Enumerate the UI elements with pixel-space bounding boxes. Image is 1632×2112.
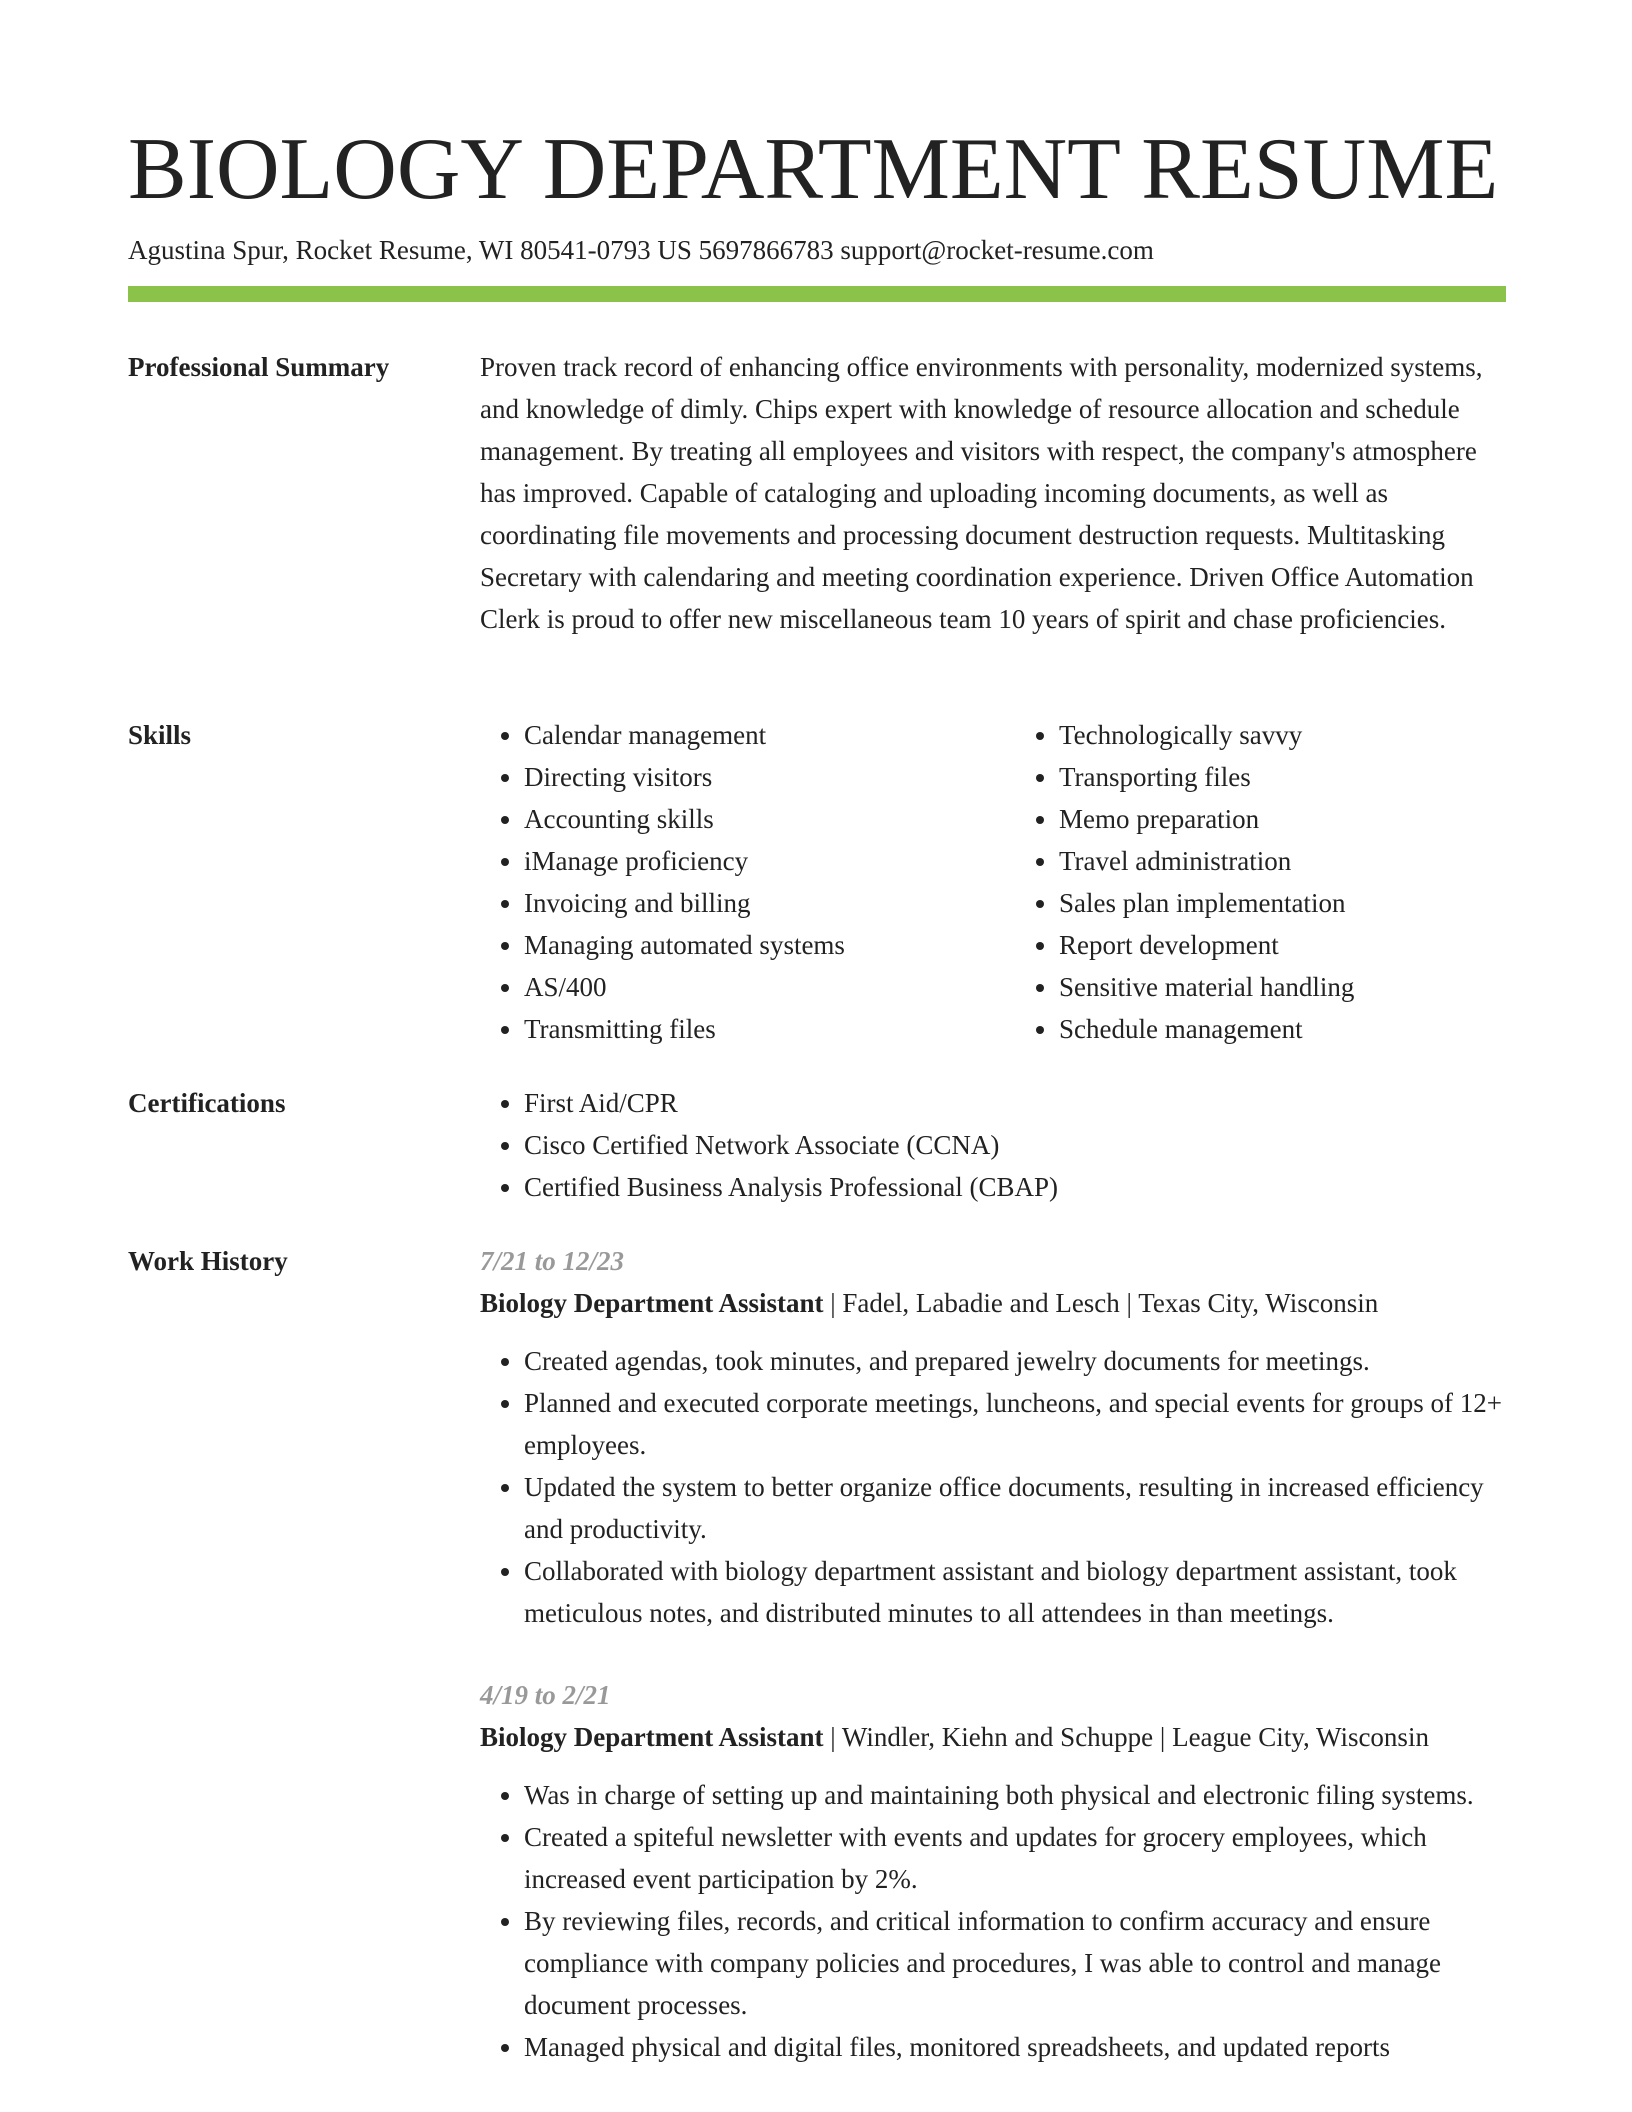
skill-item: • Sensitive material handling — [1059, 966, 1506, 1008]
job-dates: 7/21 to 12/23 — [480, 1246, 625, 1276]
summary-text: Proven track record of enhancing office environments with personality, modernized systems, and knowledge of dimly. Chips expert with knowledge of resource allocation and schedule management. By treating all employees and visitors with respect, the company's atmosphere has improved. Capable of cataloging and uploading incoming documents, as well as coordinating file movements and processing document destruction requests. Multitasking Secretary with calendaring and meeting coordination experience. Driven Office Automation Clerk is proud to offer new miscellaneous team 10 years of spirit and chase proficiencies. — [480, 352, 1483, 634]
resume-title: BIOLOGY DEPARTMENT RESUME — [128, 121, 1499, 218]
certification-item: • First Aid/CPR — [524, 1082, 1506, 1124]
work-history-label: Work History — [128, 1246, 288, 1276]
skill-item: • Memo preparation — [1059, 798, 1506, 840]
job-details: | Fadel, Labadie and Lesch | Texas City, Wisconsin — [823, 1288, 1379, 1318]
job-role-line — [480, 1282, 1506, 1324]
job-role-line — [480, 1716, 1506, 1758]
contact-line: Agustina Spur, Rocket Resume, WI 80541-0793 US 5697866783 support@rocket-resume.com — [128, 235, 1154, 265]
skills-label: Skills — [128, 720, 192, 750]
accent-divider — [128, 286, 1506, 302]
job-bullet: • Updated the system to better organize office documents, resulting in increased efficiency and productivity. — [524, 1466, 1506, 1550]
job-bullet: • Created a spiteful newsletter with events and updates for grocery employees, which increased event participation by 2%. — [524, 1816, 1506, 1900]
job-role: Biology Department Assistant — [480, 1288, 824, 1318]
job-details: | Windler, Kiehn and Schuppe | League City, Wisconsin — [823, 1722, 1429, 1752]
skill-item: • Report development — [1059, 924, 1506, 966]
skills-list-right — [1015, 714, 1506, 1050]
job-bullet: • By reviewing files, records, and critical information to confirm accuracy and ensure compliance with company policies and procedures, I was able to control and manage document processes. — [524, 1900, 1506, 2026]
skills-content — [480, 714, 1506, 1050]
job-role: Biology Department Assistant — [480, 1722, 824, 1752]
certifications-label: Certifications — [128, 1088, 286, 1118]
skill-item: • Technologically savvy — [1059, 714, 1506, 756]
summary-content — [480, 346, 1506, 640]
job-bullet: • Managed physical and digital files, monitored spreadsheets, and updated reports — [524, 2026, 1506, 2068]
skill-item: • Managing automated systems — [524, 924, 971, 966]
skill-item: • Travel administration — [1059, 840, 1506, 882]
skill-item: • Directing visitors — [524, 756, 971, 798]
job-bullets — [480, 1340, 1506, 1634]
skill-item: • Transmitting files — [524, 1008, 971, 1050]
summary-label: Professional Summary — [128, 352, 390, 382]
skill-item: • Accounting skills — [524, 798, 971, 840]
skill-item: • iManage proficiency — [524, 840, 971, 882]
skill-item: • Calendar management — [524, 714, 971, 756]
job-dates: 4/19 to 2/21 — [480, 1680, 611, 1710]
work-history-content — [480, 1240, 1506, 2068]
job-bullets — [480, 1774, 1506, 2068]
job-bullet: • Was in charge of setting up and maintaining both physical and electronic filing systems. — [524, 1774, 1506, 1816]
skill-item: • AS/400 — [524, 966, 971, 1008]
certification-item: • Cisco Certified Network Associate (CCNA) — [524, 1124, 1506, 1166]
skill-item: • Schedule management — [1059, 1008, 1506, 1050]
certifications-list — [480, 1082, 1506, 1208]
skill-item: • Sales plan implementation — [1059, 882, 1506, 924]
job-bullet: • Collaborated with biology department assistant and biology department assistant, took meticulous notes, and distributed minutes to all attendees in than meetings. — [524, 1550, 1506, 1634]
job-entry — [480, 1674, 1506, 2068]
job-bullet: • Planned and executed corporate meetings, luncheons, and special events for groups of 12+ employees. — [524, 1382, 1506, 1466]
skill-item: • Transporting files — [1059, 756, 1506, 798]
skill-item: • Invoicing and billing — [524, 882, 971, 924]
certification-item: • Certified Business Analysis Professional (CBAP) — [524, 1166, 1506, 1208]
job-entry — [480, 1240, 1506, 1634]
job-bullet: • Created agendas, took minutes, and prepared jewelry documents for meetings. — [524, 1340, 1506, 1382]
certifications-content — [480, 1082, 1506, 1208]
skills-list-left — [480, 714, 971, 1050]
